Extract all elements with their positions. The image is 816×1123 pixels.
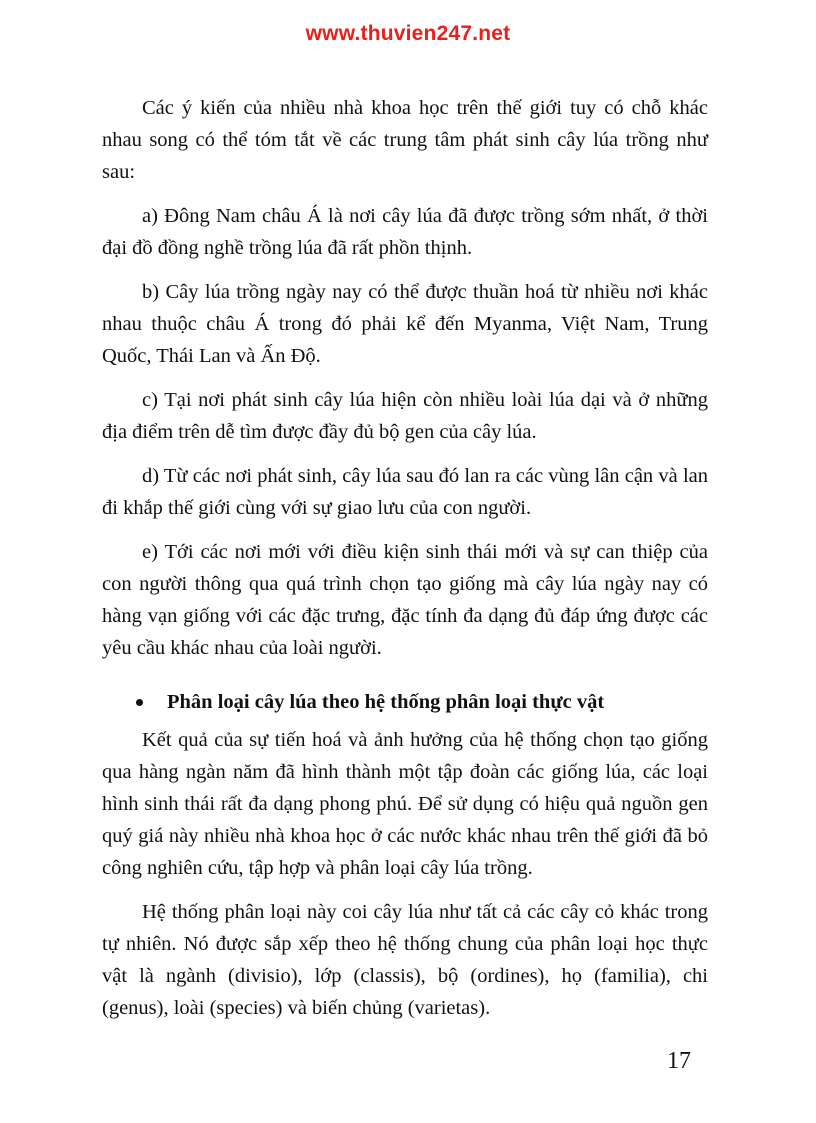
bullet-icon bbox=[136, 699, 143, 706]
list-item-c: c) Tại nơi phát sinh cây lúa hiện còn nhiều loài lúa dại và ở những địa điểm trên dễ tìm được đầy đủ bộ gen của cây lúa. bbox=[102, 389, 708, 443]
section-heading-text: Phân loại cây lúa theo hệ thống phân loại thực vật bbox=[167, 691, 605, 713]
page-body bbox=[102, 92, 708, 1024]
section-paragraph-2: Hệ thống phân loại này coi cây lúa như tất cả các cây cỏ khác trong tự nhiên. Nó được sắp xếp theo hệ thống chung của phân loại học thực vật là ngành (divisio), lớp (classis), bộ (ordines), họ (familia), chi (genus), loài (species) và biến chủng (varietas). bbox=[102, 901, 708, 1019]
list-item-a: a) Đông Nam châu Á là nơi cây lúa đã được trồng sớm nhất, ở thời đại đồ đồng nghề trồng lúa đã rất phồn thịnh. bbox=[102, 205, 708, 259]
page-number: 17 bbox=[667, 1048, 691, 1074]
section-paragraph-1: Kết quả của sự tiến hoá và ảnh hưởng của hệ thống chọn tạo giống qua hàng ngàn năm đã hình thành một tập đoàn các giống lúa, các loại hình sinh thái rất đa dạng phong phú. Để sử dụng có hiệu quả nguồn gen quý giá này nhiều nhà khoa học ở các nước khác nhau trên thế giới đã bỏ công nghiên cứu, tập hợp và phân loại cây lúa trồng. bbox=[102, 729, 708, 879]
list-item-b: b) Cây lúa trồng ngày nay có thể được thuần hoá từ nhiều nơi khác nhau thuộc châu Á trong đó phải kể đến Myanma, Việt Nam, Trung Quốc, Thái Lan và Ấn Độ. bbox=[102, 281, 708, 367]
section-heading bbox=[102, 686, 708, 718]
intro-paragraph: Các ý kiến của nhiều nhà khoa học trên thế giới tuy có chỗ khác nhau song có thể tóm tắt về các trung tâm phát sinh cây lúa trồng như sau: bbox=[102, 97, 708, 183]
list-item-e: e) Tới các nơi mới với điều kiện sinh thái mới và sự can thiệp của con người thông qua quá trình chọn tạo giống mà cây lúa ngày nay có hàng vạn giống với các đặc trưng, đặc tính đa dạng đủ đáp ứng được các yêu cầu khác nhau của loài người. bbox=[102, 541, 708, 659]
watermark-link[interactable]: www.thuvien247.net bbox=[305, 22, 511, 45]
list-item-d: d) Từ các nơi phát sinh, cây lúa sau đó lan ra các vùng lân cận và lan đi khắp thế giới cùng với sự giao lưu của con người. bbox=[102, 465, 708, 519]
